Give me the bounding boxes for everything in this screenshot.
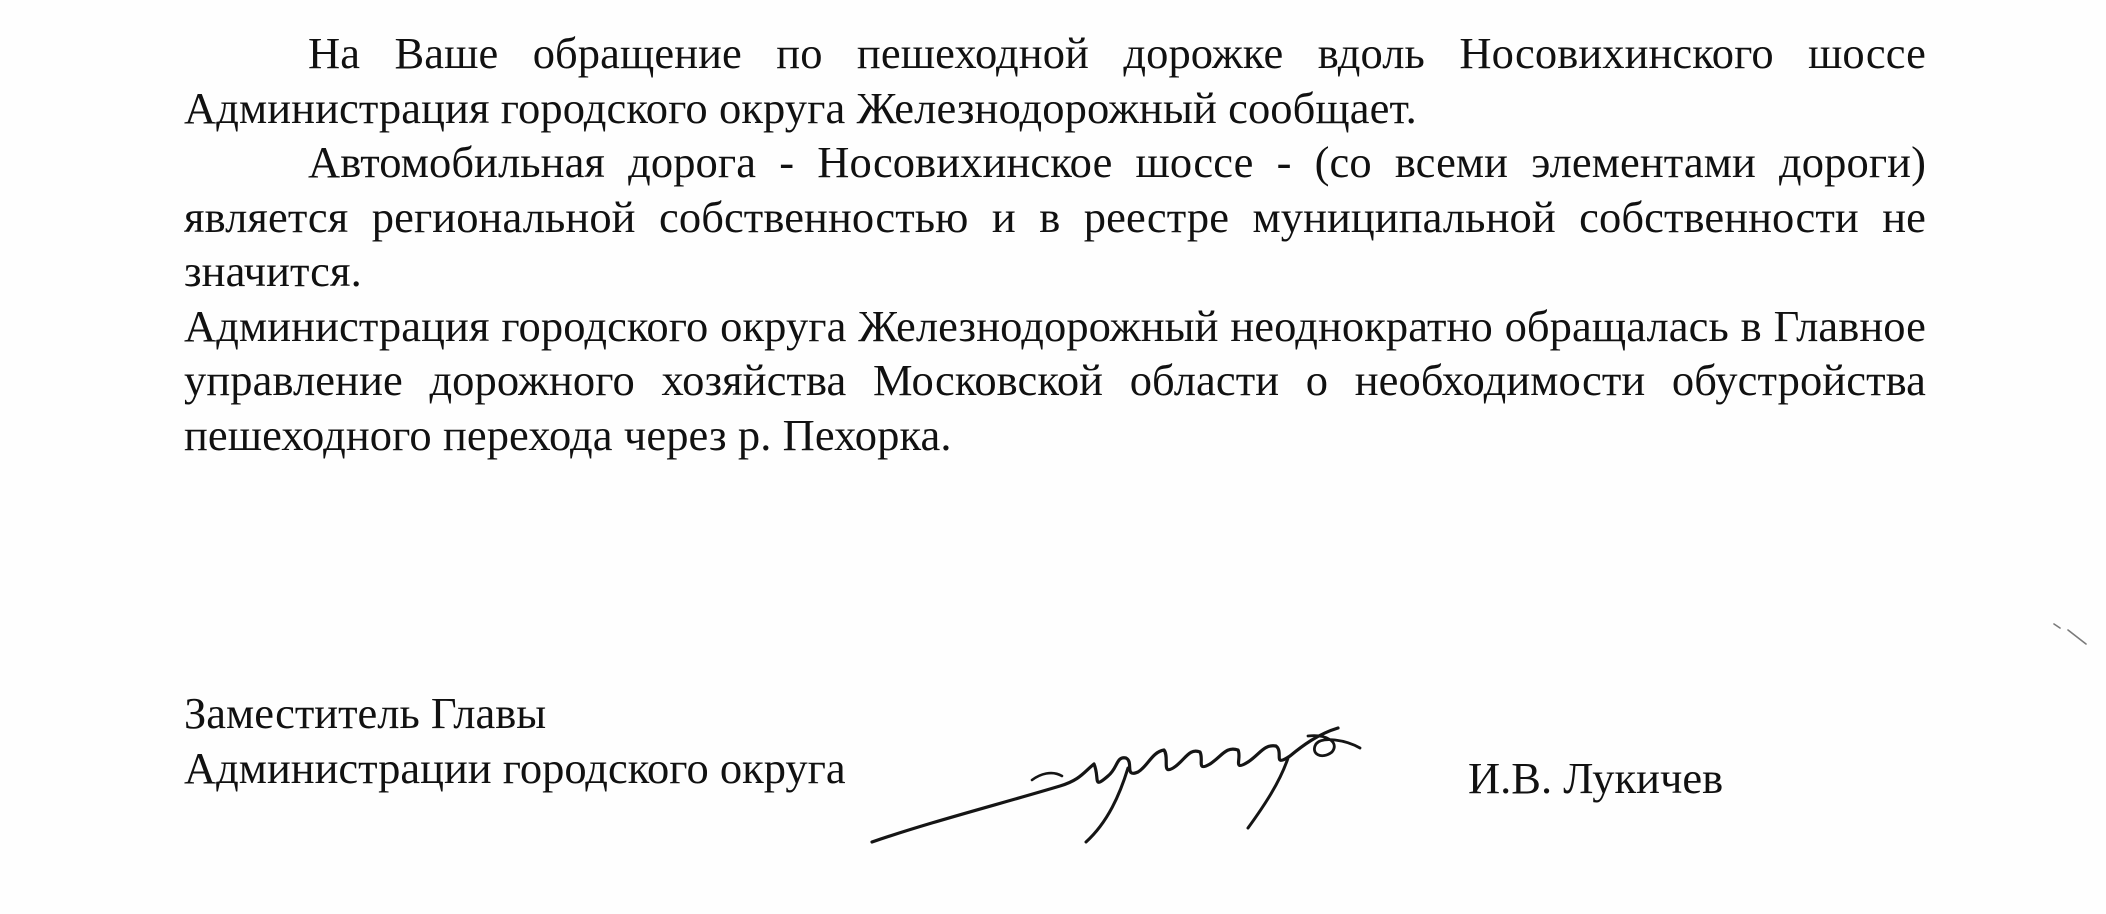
signer-name: И.В. Лукичев: [1468, 753, 1724, 803]
paragraph-reply-intro: На Ваше обращение по пешеходной дорожке вдоль Носовихинского шоссе Администрация городского округа Железнодорожный сообщает.: [184, 28, 1926, 133]
letter-body: [184, 26, 1926, 462]
handwritten-signature: [870, 718, 1430, 868]
signer-position-line-1: Заместитель Главы: [184, 688, 547, 738]
scan-speck: [2026, 612, 2106, 652]
paragraph-administration-appeal: Администрация городского округа Железнодорожный неоднократно обращалась в Главное управление дорожного хозяйства Московской области о необходимости обустройства пешеходного перехода через р. Пехорка.: [184, 300, 1926, 460]
signer-position-line-2: Администрации городского округа: [184, 743, 846, 793]
paragraph-road-ownership: Автомобильная дорога - Носовихинское шоссе - (со всеми элементами дороги) является региональной собственностью и в реестре муниципальной собственности не значится.: [184, 137, 1926, 296]
